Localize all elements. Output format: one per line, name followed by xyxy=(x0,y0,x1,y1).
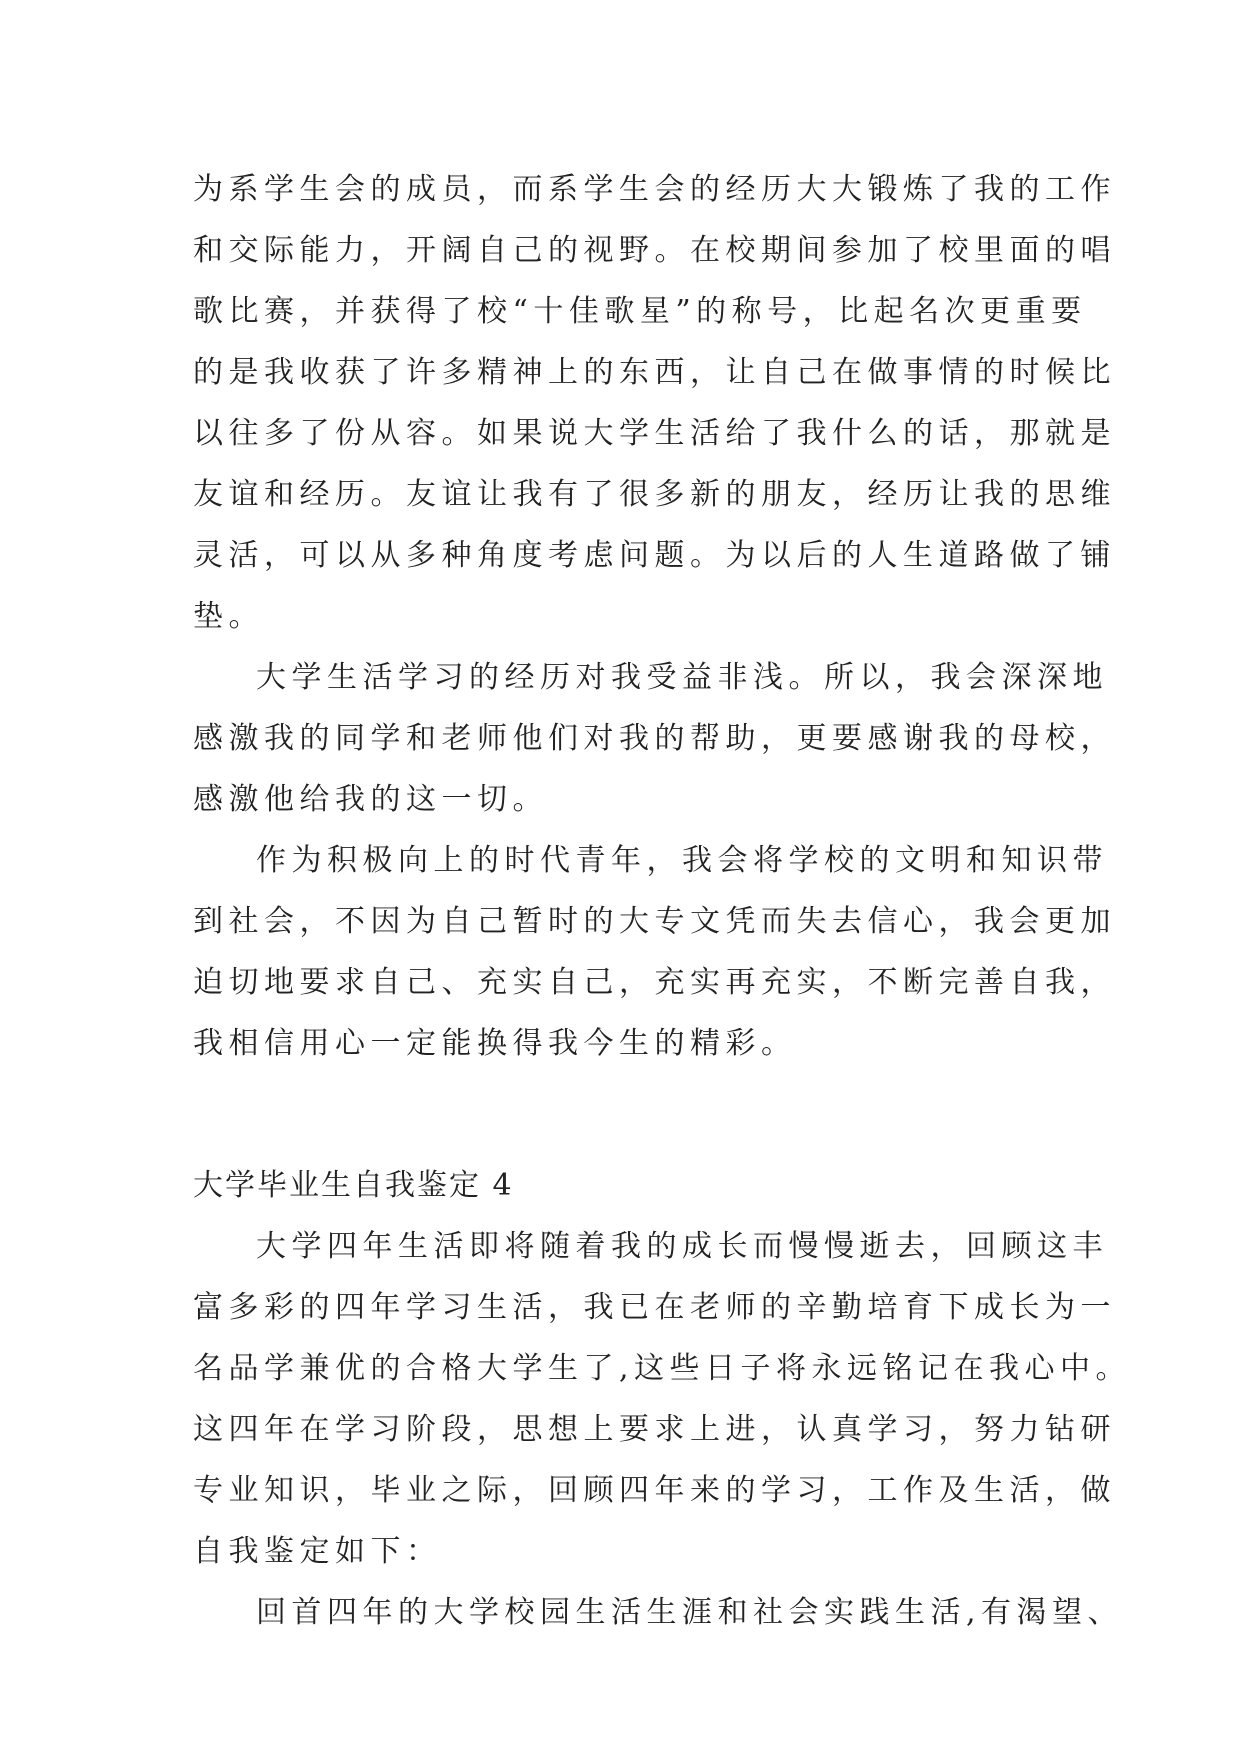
paragraph xyxy=(193,159,1116,647)
text-line: 大学四年生活即将随着我的成长而慢慢逝去，回顾这丰 xyxy=(256,1229,1108,1264)
document-body xyxy=(193,159,1132,1643)
text-line: 这四年在学习阶段，思想上要求上进，认真学习，努力钻研 xyxy=(193,1412,1116,1447)
text-line: 灵活，可以从多种角度考虑问题。为以后的人生道路做了铺 xyxy=(193,538,1116,573)
text-line: 和交际能力，开阔自己的视野。在校期间参加了校里面的唱 xyxy=(193,233,1116,268)
paragraph xyxy=(193,647,1116,830)
text-line: 感激我的同学和老师他们对我的帮助，更要感谢我的母校， xyxy=(193,721,1116,756)
text-line: 自我鉴定如下： xyxy=(193,1534,442,1569)
text-line: 专业知识，毕业之际，回顾四年来的学习，工作及生活，做 xyxy=(193,1473,1116,1508)
text-line: 为系学生会的成员，而系学生会的经历大大锻炼了我的工作 xyxy=(193,172,1116,207)
text-line: 以往多了份从容。如果说大学生活给了我什么的话，那就是 xyxy=(193,416,1116,451)
text-line: 大学生活学习的经历对我受益非浅。所以，我会深深地 xyxy=(256,660,1108,695)
text-line: 富多彩的四年学习生活，我已在老师的辛勤培育下成长为一 xyxy=(193,1290,1116,1325)
text-line: 迫切地要求自己、充实自己，充实再充实，不断完善自我， xyxy=(193,965,1116,1000)
text-line: 名品学兼优的合格大学生了,这些日子将永远铭记在我心中。 xyxy=(193,1351,1132,1386)
text-line: 到社会，不因为自己暂时的大专文凭而失去信心，我会更加 xyxy=(193,904,1116,939)
section-heading: 大学毕业生自我鉴定 4 xyxy=(193,1168,514,1203)
paragraph xyxy=(193,830,1116,1074)
text-line: 感激他给我的这一切。 xyxy=(193,782,548,817)
text-line: 我相信用心一定能换得我今生的精彩。 xyxy=(193,1026,797,1061)
text-line: 作为积极向上的时代青年，我会将学校的文明和知识带 xyxy=(256,843,1108,878)
text-line: 垫。 xyxy=(193,599,264,634)
text-line: 回首四年的大学校园生活生涯和社会实践生活,有渴望、 xyxy=(256,1595,1124,1630)
text-line: 歌比赛，并获得了校“十佳歌星”的称号，比起名次更重要 xyxy=(193,294,1087,329)
paragraph xyxy=(193,1216,1132,1582)
text-line: 友谊和经历。友谊让我有了很多新的朋友，经历让我的思维 xyxy=(193,477,1116,512)
paragraph xyxy=(193,1582,1124,1643)
text-line: 的是我收获了许多精神上的东西，让自己在做事情的时候比 xyxy=(193,355,1116,390)
